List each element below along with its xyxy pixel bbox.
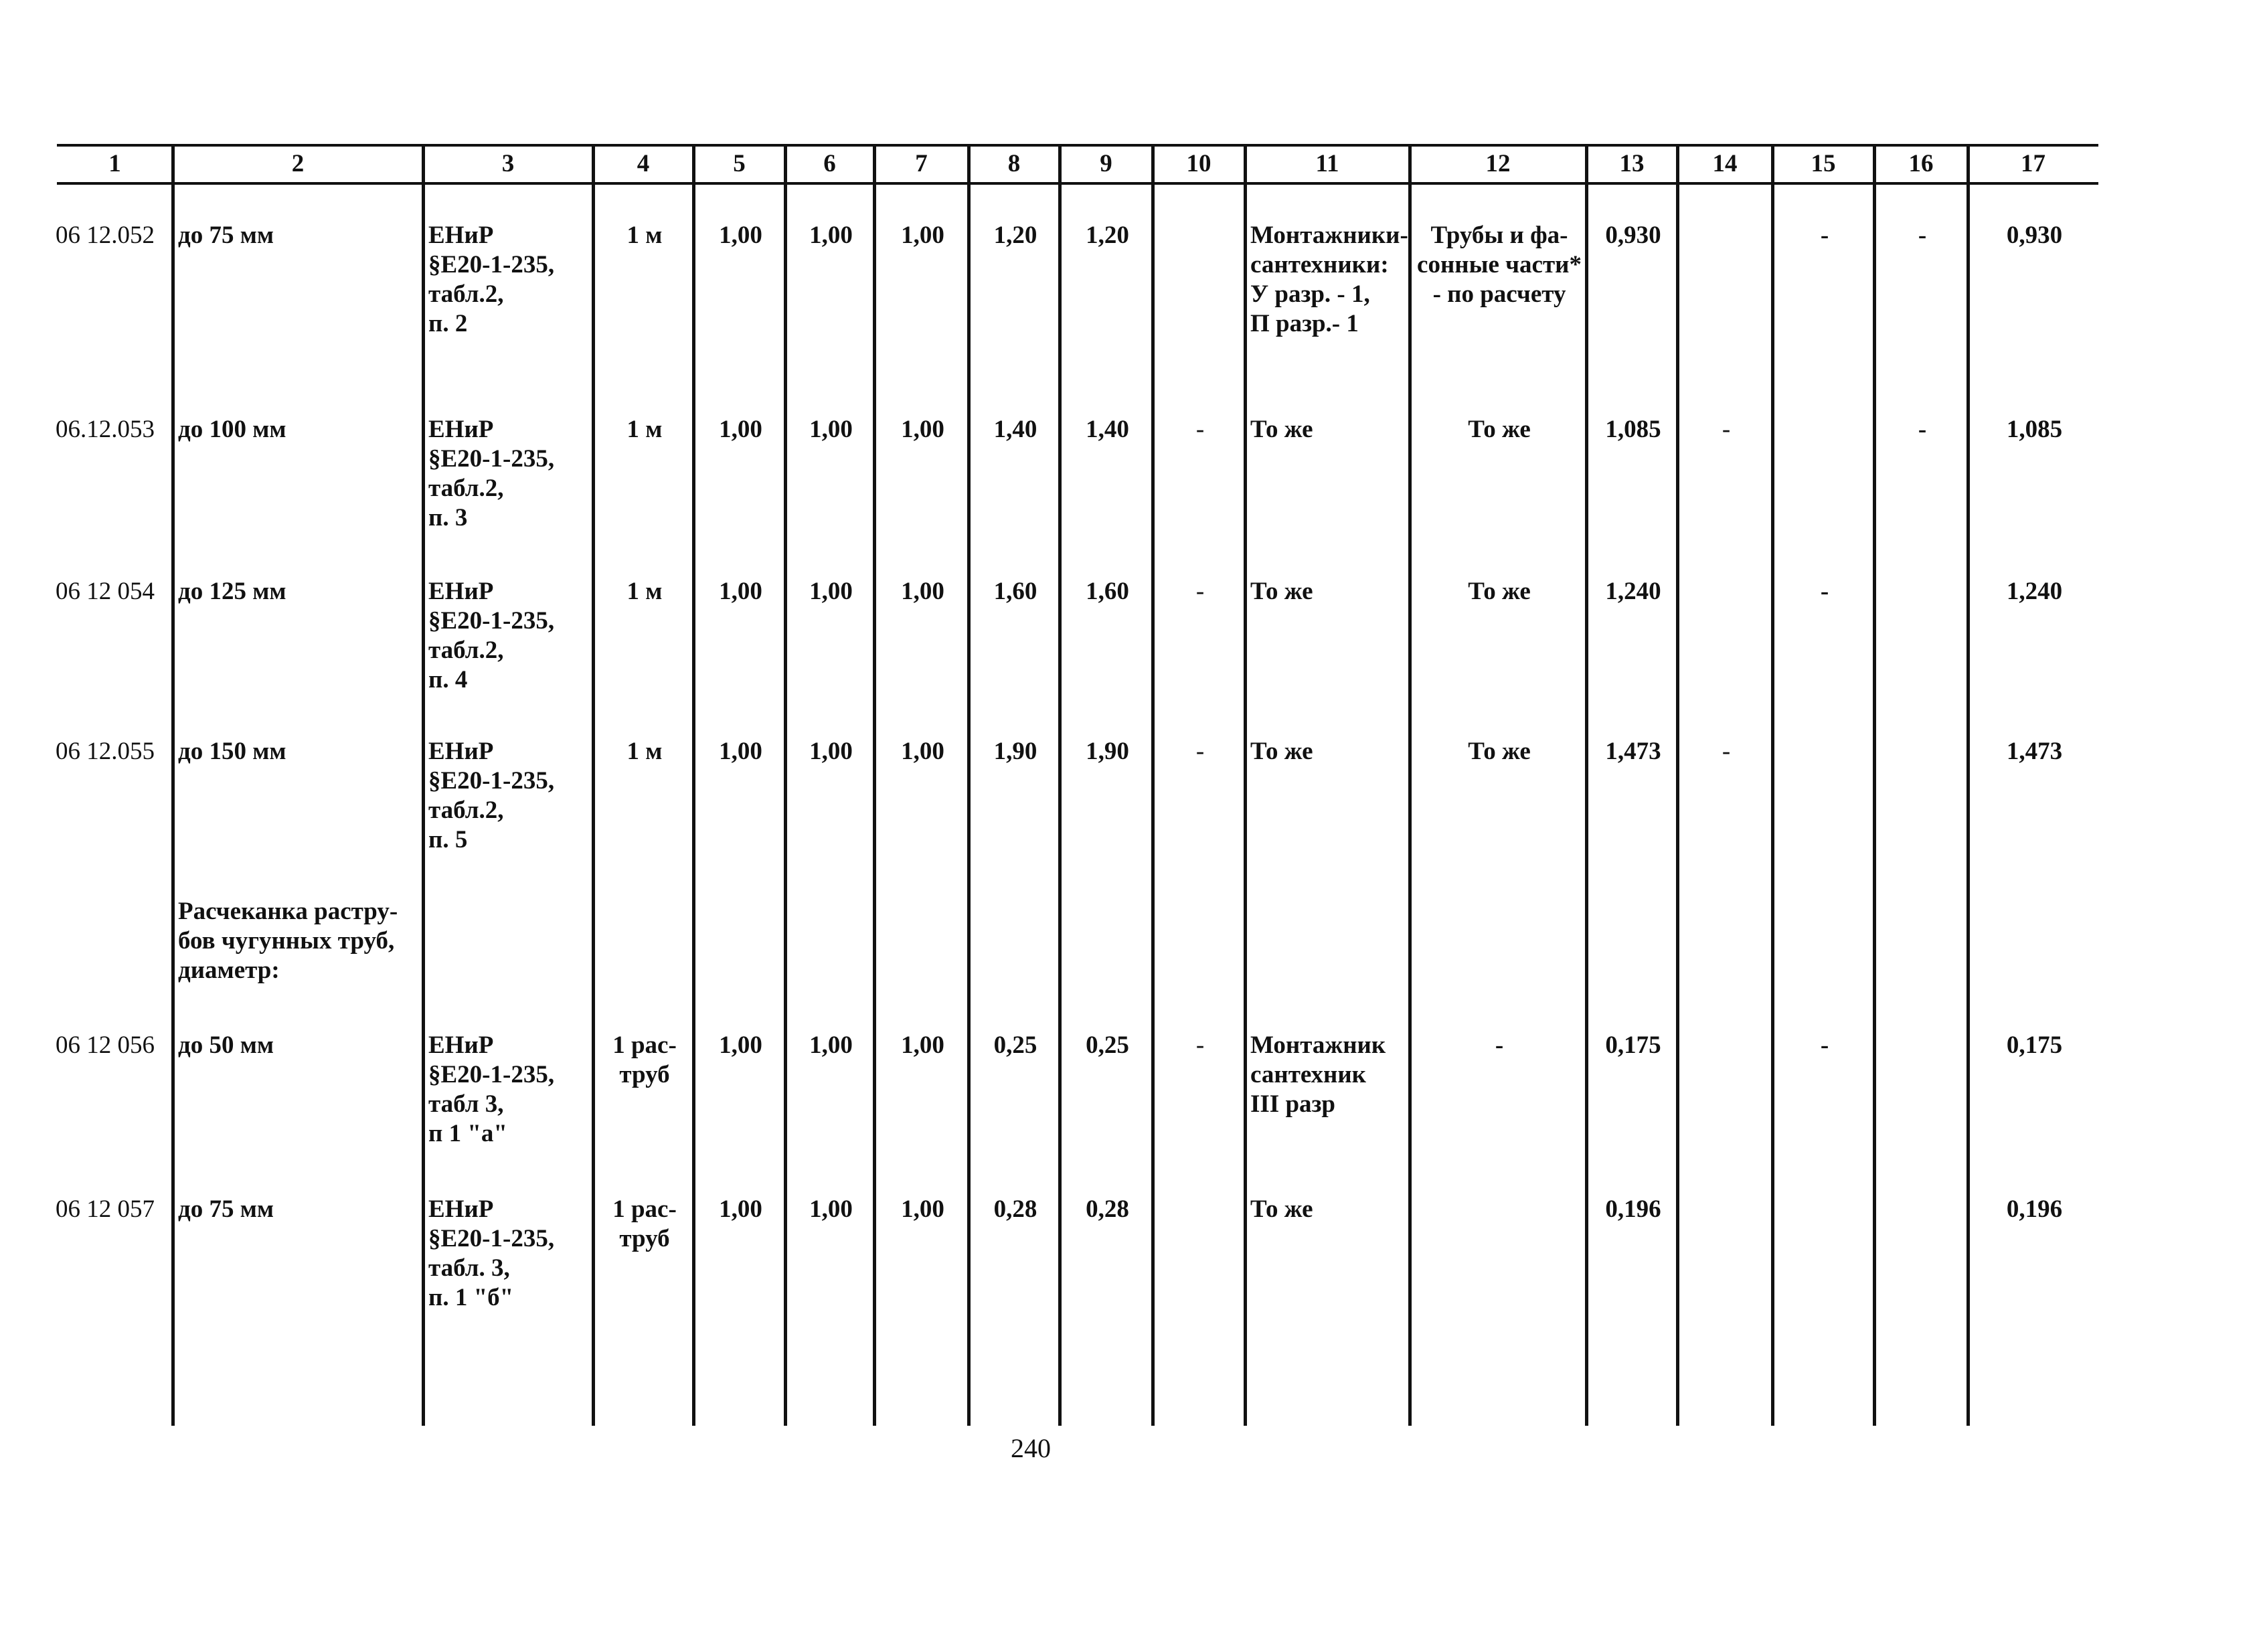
table-cell-c6: 1,00 xyxy=(809,222,853,249)
table-cell-c14: - xyxy=(1722,738,1731,765)
table-cell-materials: То же xyxy=(1468,738,1531,765)
column-rule xyxy=(784,144,787,1426)
header-bottom-rule xyxy=(57,182,2098,185)
table-cell-code: 06 12.055 xyxy=(56,738,155,765)
table-cell-c17: 1,240 xyxy=(2006,578,2063,605)
table-cell-c16: - xyxy=(1918,222,1927,249)
table-cell-c17: 0,930 xyxy=(2006,222,2063,249)
table-cell-workers: Монтажник сантехник III разр xyxy=(1250,1031,1386,1118)
table-cell-name: до 50 мм xyxy=(178,1031,274,1059)
table-cell-c9: 0,28 xyxy=(1086,1195,1129,1223)
column-header: 10 xyxy=(1186,150,1211,177)
column-rule xyxy=(1244,144,1247,1426)
column-header: 15 xyxy=(1811,150,1836,177)
table-cell-name: до 125 мм xyxy=(178,578,286,605)
table-cell-norm: ЕНиР §Е20-1-235, табл.2, п. 5 xyxy=(428,738,555,853)
table-cell-c6: 1,00 xyxy=(809,738,853,765)
column-rule xyxy=(171,144,175,1426)
table-cell-norm: ЕНиР §Е20-1-235, табл. 3, п. 1 "б" xyxy=(428,1195,555,1311)
table-cell-c17: 1,473 xyxy=(2006,738,2063,765)
table-cell-c6: 1,00 xyxy=(809,416,853,443)
column-rule xyxy=(1771,144,1774,1426)
table-cell-c15: - xyxy=(1820,1031,1829,1059)
table-cell-c17: 1,085 xyxy=(2006,416,2063,443)
column-header: 1 xyxy=(108,150,121,177)
table-cell-materials: То же xyxy=(1468,578,1531,605)
table-cell-c13: 0,175 xyxy=(1605,1031,1661,1059)
table-cell-c10: - xyxy=(1195,416,1205,443)
table-cell-c9: 1,90 xyxy=(1086,738,1129,765)
column-rule xyxy=(967,144,971,1426)
column-header: 9 xyxy=(1100,150,1112,177)
column-rule xyxy=(1967,144,1970,1426)
column-rule xyxy=(1585,144,1588,1426)
table-cell-c13: 0,196 xyxy=(1605,1195,1661,1223)
column-header: 12 xyxy=(1485,150,1511,177)
column-header: 17 xyxy=(2021,150,2045,177)
table-cell-c7: 1,00 xyxy=(901,416,944,443)
table-cell-norm: ЕНиР §Е20-1-235, табл 3, п 1 "а" xyxy=(428,1031,555,1147)
column-header: 6 xyxy=(823,150,836,177)
table-cell-c10: - xyxy=(1195,738,1205,765)
column-header: 13 xyxy=(1619,150,1645,177)
table-cell-materials: То же xyxy=(1468,416,1531,443)
table-cell-name: до 100 мм xyxy=(178,416,286,443)
table-cell-c5: 1,00 xyxy=(719,1195,762,1223)
column-header: 3 xyxy=(501,150,515,177)
table-cell-name: до 150 мм xyxy=(178,738,286,765)
table-cell-materials: Трубы и фа- сонные части* - по расчету xyxy=(1417,222,1582,308)
table-cell-code: 06 12 056 xyxy=(56,1031,155,1059)
page-number: 240 xyxy=(1011,1433,1051,1463)
column-header: 8 xyxy=(1007,150,1021,177)
table-cell-c5: 1,00 xyxy=(719,416,762,443)
table-cell-c5: 1,00 xyxy=(719,578,762,605)
table-cell-unit: 1 м xyxy=(626,738,663,765)
table-cell-unit: 1 м xyxy=(626,416,663,443)
table-cell-name: до 75 мм xyxy=(178,1195,274,1223)
table-cell-c7: 1,00 xyxy=(901,1195,944,1223)
table-cell-c15: - xyxy=(1820,578,1829,605)
table-cell-c8: 1,90 xyxy=(993,738,1037,765)
table-cell-c6: 1,00 xyxy=(809,1195,853,1223)
table-cell-c5: 1,00 xyxy=(719,222,762,249)
table-cell-c13: 1,473 xyxy=(1605,738,1661,765)
table-cell-c8: 1,60 xyxy=(993,578,1037,605)
table-cell-workers: То же xyxy=(1250,1195,1313,1223)
table-cell-c9: 0,25 xyxy=(1086,1031,1129,1059)
table-cell-materials: - xyxy=(1495,1031,1504,1059)
table-cell-c7: 1,00 xyxy=(901,578,944,605)
table-cell-c9: 1,60 xyxy=(1086,578,1129,605)
column-header: 14 xyxy=(1712,150,1738,177)
column-rule xyxy=(422,144,425,1426)
table-cell-c13: 1,240 xyxy=(1605,578,1661,605)
column-header: 4 xyxy=(637,150,650,177)
column-rule xyxy=(1058,144,1062,1426)
table-cell-c9: 1,40 xyxy=(1086,416,1129,443)
table-cell-unit: 1 м xyxy=(626,578,663,605)
column-rule xyxy=(1873,144,1876,1426)
table-cell-unit: 1 рас- труб xyxy=(612,1031,677,1088)
column-rule xyxy=(592,144,595,1426)
column-header: 11 xyxy=(1315,150,1339,177)
column-header: 5 xyxy=(733,150,746,177)
column-rule xyxy=(1676,144,1679,1426)
table-cell-code: 06 12 054 xyxy=(56,578,155,605)
column-rule xyxy=(873,144,876,1426)
table-cell-c6: 1,00 xyxy=(809,578,853,605)
table-cell-norm: ЕНиР §Е20-1-235, табл.2, п. 3 xyxy=(428,416,555,531)
table-cell-unit: 1 рас- труб xyxy=(612,1195,677,1252)
table-cell-code: 06 12.052 xyxy=(56,222,155,249)
table-cell-norm: ЕНиР §Е20-1-235, табл.2, п. 2 xyxy=(428,222,555,337)
table-cell-c10: - xyxy=(1195,1031,1205,1059)
table-cell-name: до 75 мм xyxy=(178,222,274,249)
table-cell-c7: 1,00 xyxy=(901,738,944,765)
table-cell-workers: Монтажники- сантехники: У разр. - 1, П разр.- 1 xyxy=(1250,222,1408,337)
column-rule xyxy=(1408,144,1412,1426)
table-cell-c9: 1,20 xyxy=(1086,222,1129,249)
table-cell-workers: То же xyxy=(1250,578,1313,605)
column-header: 7 xyxy=(915,150,928,177)
table-cell-c7: 1,00 xyxy=(901,1031,944,1059)
table-cell-c13: 0,930 xyxy=(1605,222,1661,249)
table-cell-code: 06 12 057 xyxy=(56,1195,155,1223)
table-cell-c15: - xyxy=(1820,222,1829,249)
table-cell-c17: 0,196 xyxy=(2006,1195,2063,1223)
table-cell-norm: ЕНиР §Е20-1-235, табл.2, п. 4 xyxy=(428,578,555,693)
column-rule xyxy=(1151,144,1155,1426)
table-cell-c6: 1,00 xyxy=(809,1031,853,1059)
table-cell-c14: - xyxy=(1722,416,1731,443)
column-header: 2 xyxy=(291,150,305,177)
table-cell-c8: 1,40 xyxy=(993,416,1037,443)
column-header: 16 xyxy=(1908,150,1934,177)
table-cell-c8: 0,25 xyxy=(993,1031,1037,1059)
table-cell-c10: - xyxy=(1195,578,1205,605)
table-cell-workers: То же xyxy=(1250,738,1313,765)
table-cell-c8: 1,20 xyxy=(993,222,1037,249)
table-cell-c5: 1,00 xyxy=(719,1031,762,1059)
table-cell-c8: 0,28 xyxy=(993,1195,1037,1223)
table-cell-name: Расчеканка растру- бов чугунных труб, диаметр: xyxy=(178,898,398,984)
table-cell-unit: 1 м xyxy=(626,222,663,249)
table-cell-c13: 1,085 xyxy=(1605,416,1661,443)
table-top-rule xyxy=(57,144,2098,147)
column-rule xyxy=(692,144,695,1426)
table-cell-workers: То же xyxy=(1250,416,1313,443)
table-cell-c16: - xyxy=(1918,416,1927,443)
table-cell-c17: 0,175 xyxy=(2006,1031,2063,1059)
table-cell-c5: 1,00 xyxy=(719,738,762,765)
table-cell-c7: 1,00 xyxy=(901,222,944,249)
table-cell-code: 06.12.053 xyxy=(56,416,155,443)
